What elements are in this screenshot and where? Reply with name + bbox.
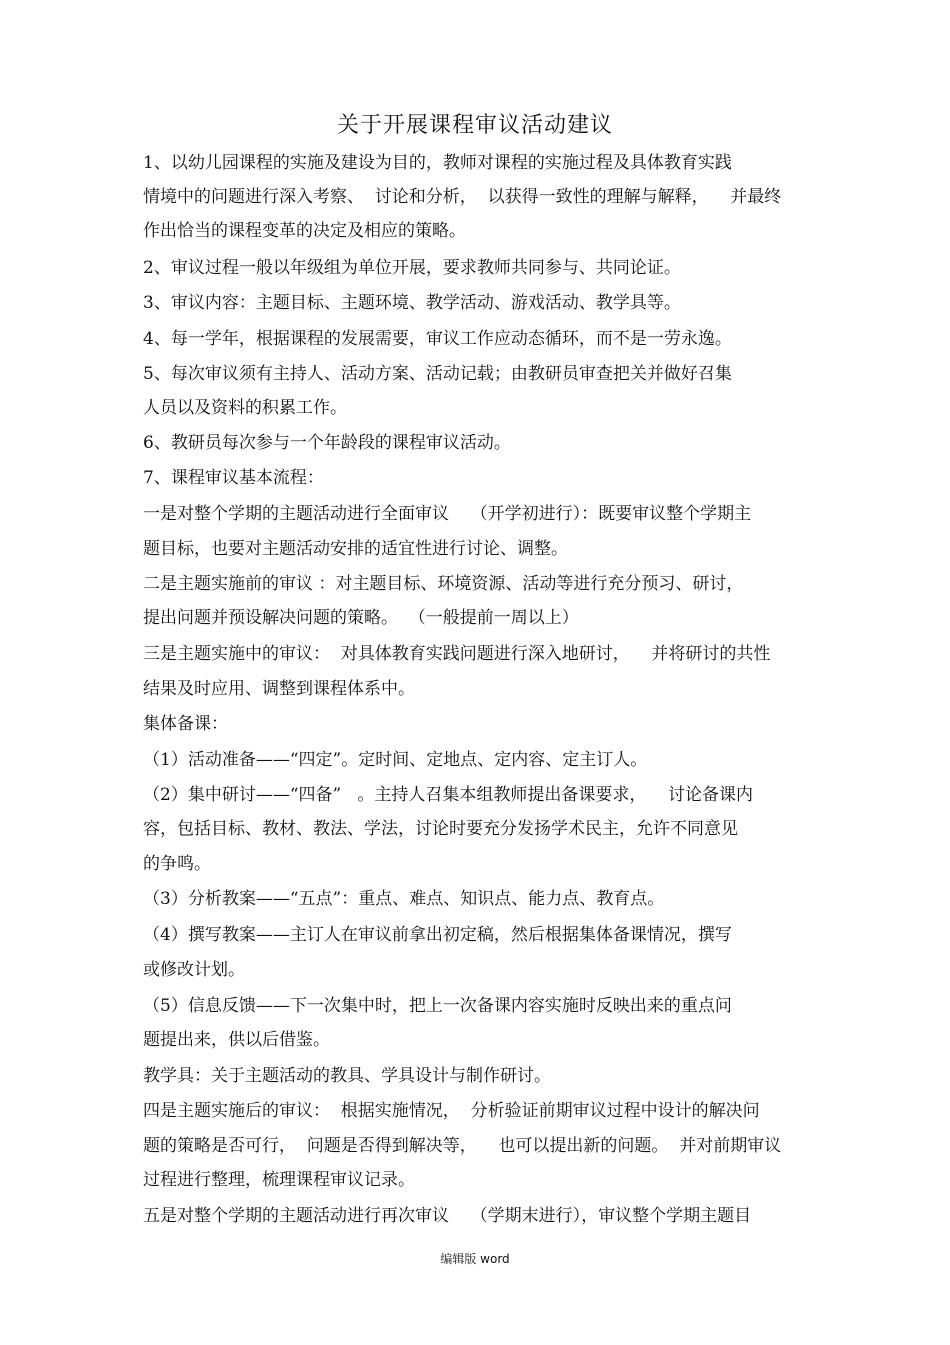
paragraph-line: 结果及时应用、调整到课程体系中。 [143,679,415,699]
paragraph-line: 提出问题并预设解决问题的策略。 （一般提前一周以上） [143,608,579,628]
paragraph-line: 教学具：关于主题活动的教具、学具设计与制作研讨。 [143,1066,551,1086]
paragraph-line: 作出恰当的课程变革的决定及相应的策略。 [143,221,466,241]
paragraph-line: （5）信息反馈——下一次集中时，把上一次备课内容实施时反映出来的重点问 [143,996,732,1016]
paragraph-line: 人员以及资料的积累工作。 [143,398,347,418]
paragraph-line: 五是对整个学期的主题活动进行再次审议 （学期末进行），审议整个学期主题目 [143,1206,752,1226]
paragraph-line: 情境中的问题进行深入考察、 讨论和分析， 以获得一致性的理解与解释， 并最终 [143,187,782,207]
paragraph-line: 容，包括目标、教材、教法、学法，讨论时要充分发扬学术民主，允许不同意见 [143,819,738,839]
paragraph-line: 二是主题实施前的审议 ：对主题目标、环境资源、活动等进行充分预习、研讨， [143,574,744,594]
paragraph-line: （3）分析教案——“五点”：重点、难点、知识点、能力点、教育点。 [143,889,665,909]
paragraph-line: 的争鸣。 [143,854,211,874]
paragraph-line: 2、审议过程一般以年级组为单位开展，要求教师共同参与、共同论证。 [143,258,681,278]
paragraph-line: 3、审议内容：主题目标、主题环境、教学活动、游戏活动、教学具等。 [143,293,681,313]
paragraph-line: 题提出来，供以后借鉴。 [143,1030,330,1050]
paragraph-line: （2）集中研讨——“四备” 。主持人召集本组教师提出备课要求， 讨论备课内 [143,785,754,805]
paragraph-line: 6、教研员每次参与一个年龄段的课程审议活动。 [143,433,511,453]
paragraph-line: 集体备课： [143,714,228,734]
paragraph-line: 5、每次审议须有主持人、活动方案、活动记载；由教研员审查把关并做好召集 [143,364,732,384]
paragraph-line: （4）撰写教案——主订人在审议前拿出初定稿，然后根据集体备课情况，撰写 [143,925,732,945]
paragraph-line: 7、课程审议基本流程： [143,468,324,488]
paragraph-line: 4、每一学年，根据课程的发展需要，审议工作应动态循环，而不是一劳永逸。 [143,329,732,349]
paragraph-line: 三是主题实施中的审议： 对具体教育实践问题进行深入地研讨， 并将研讨的共性 [143,644,771,664]
paragraph-line: 或修改计划。 [143,960,245,980]
paragraph-line: 一是对整个学期的主题活动进行全面审议 （开学初进行）：既要审议整个学期主 [143,504,752,524]
document-title: 关于开展课程审议活动建议 [336,113,613,138]
paragraph-line: 题的策略是否可行， 问题是否得到解决等， 也可以提出新的问题。 并对前期审议 [143,1136,782,1156]
paragraph-line: 四是主题实施后的审议： 根据实施情况， 分析验证前期审议过程中设计的解决问 [143,1101,760,1121]
paragraph-line: 1、以幼儿园课程的实施及建设为目的，教师对课程的实施过程及具体教育实践 [143,153,732,173]
paragraph-line: （1）活动准备——“四定”。定时间、定地点、定内容、定主订人。 [143,750,648,770]
paragraph-line: 题目标，也要对主题活动安排的适宜性进行讨论、调整。 [143,539,568,559]
paragraph-line: 过程进行整理，梳理课程审议记录。 [143,1170,415,1190]
page-footer: 编辑版 word [440,1252,510,1266]
